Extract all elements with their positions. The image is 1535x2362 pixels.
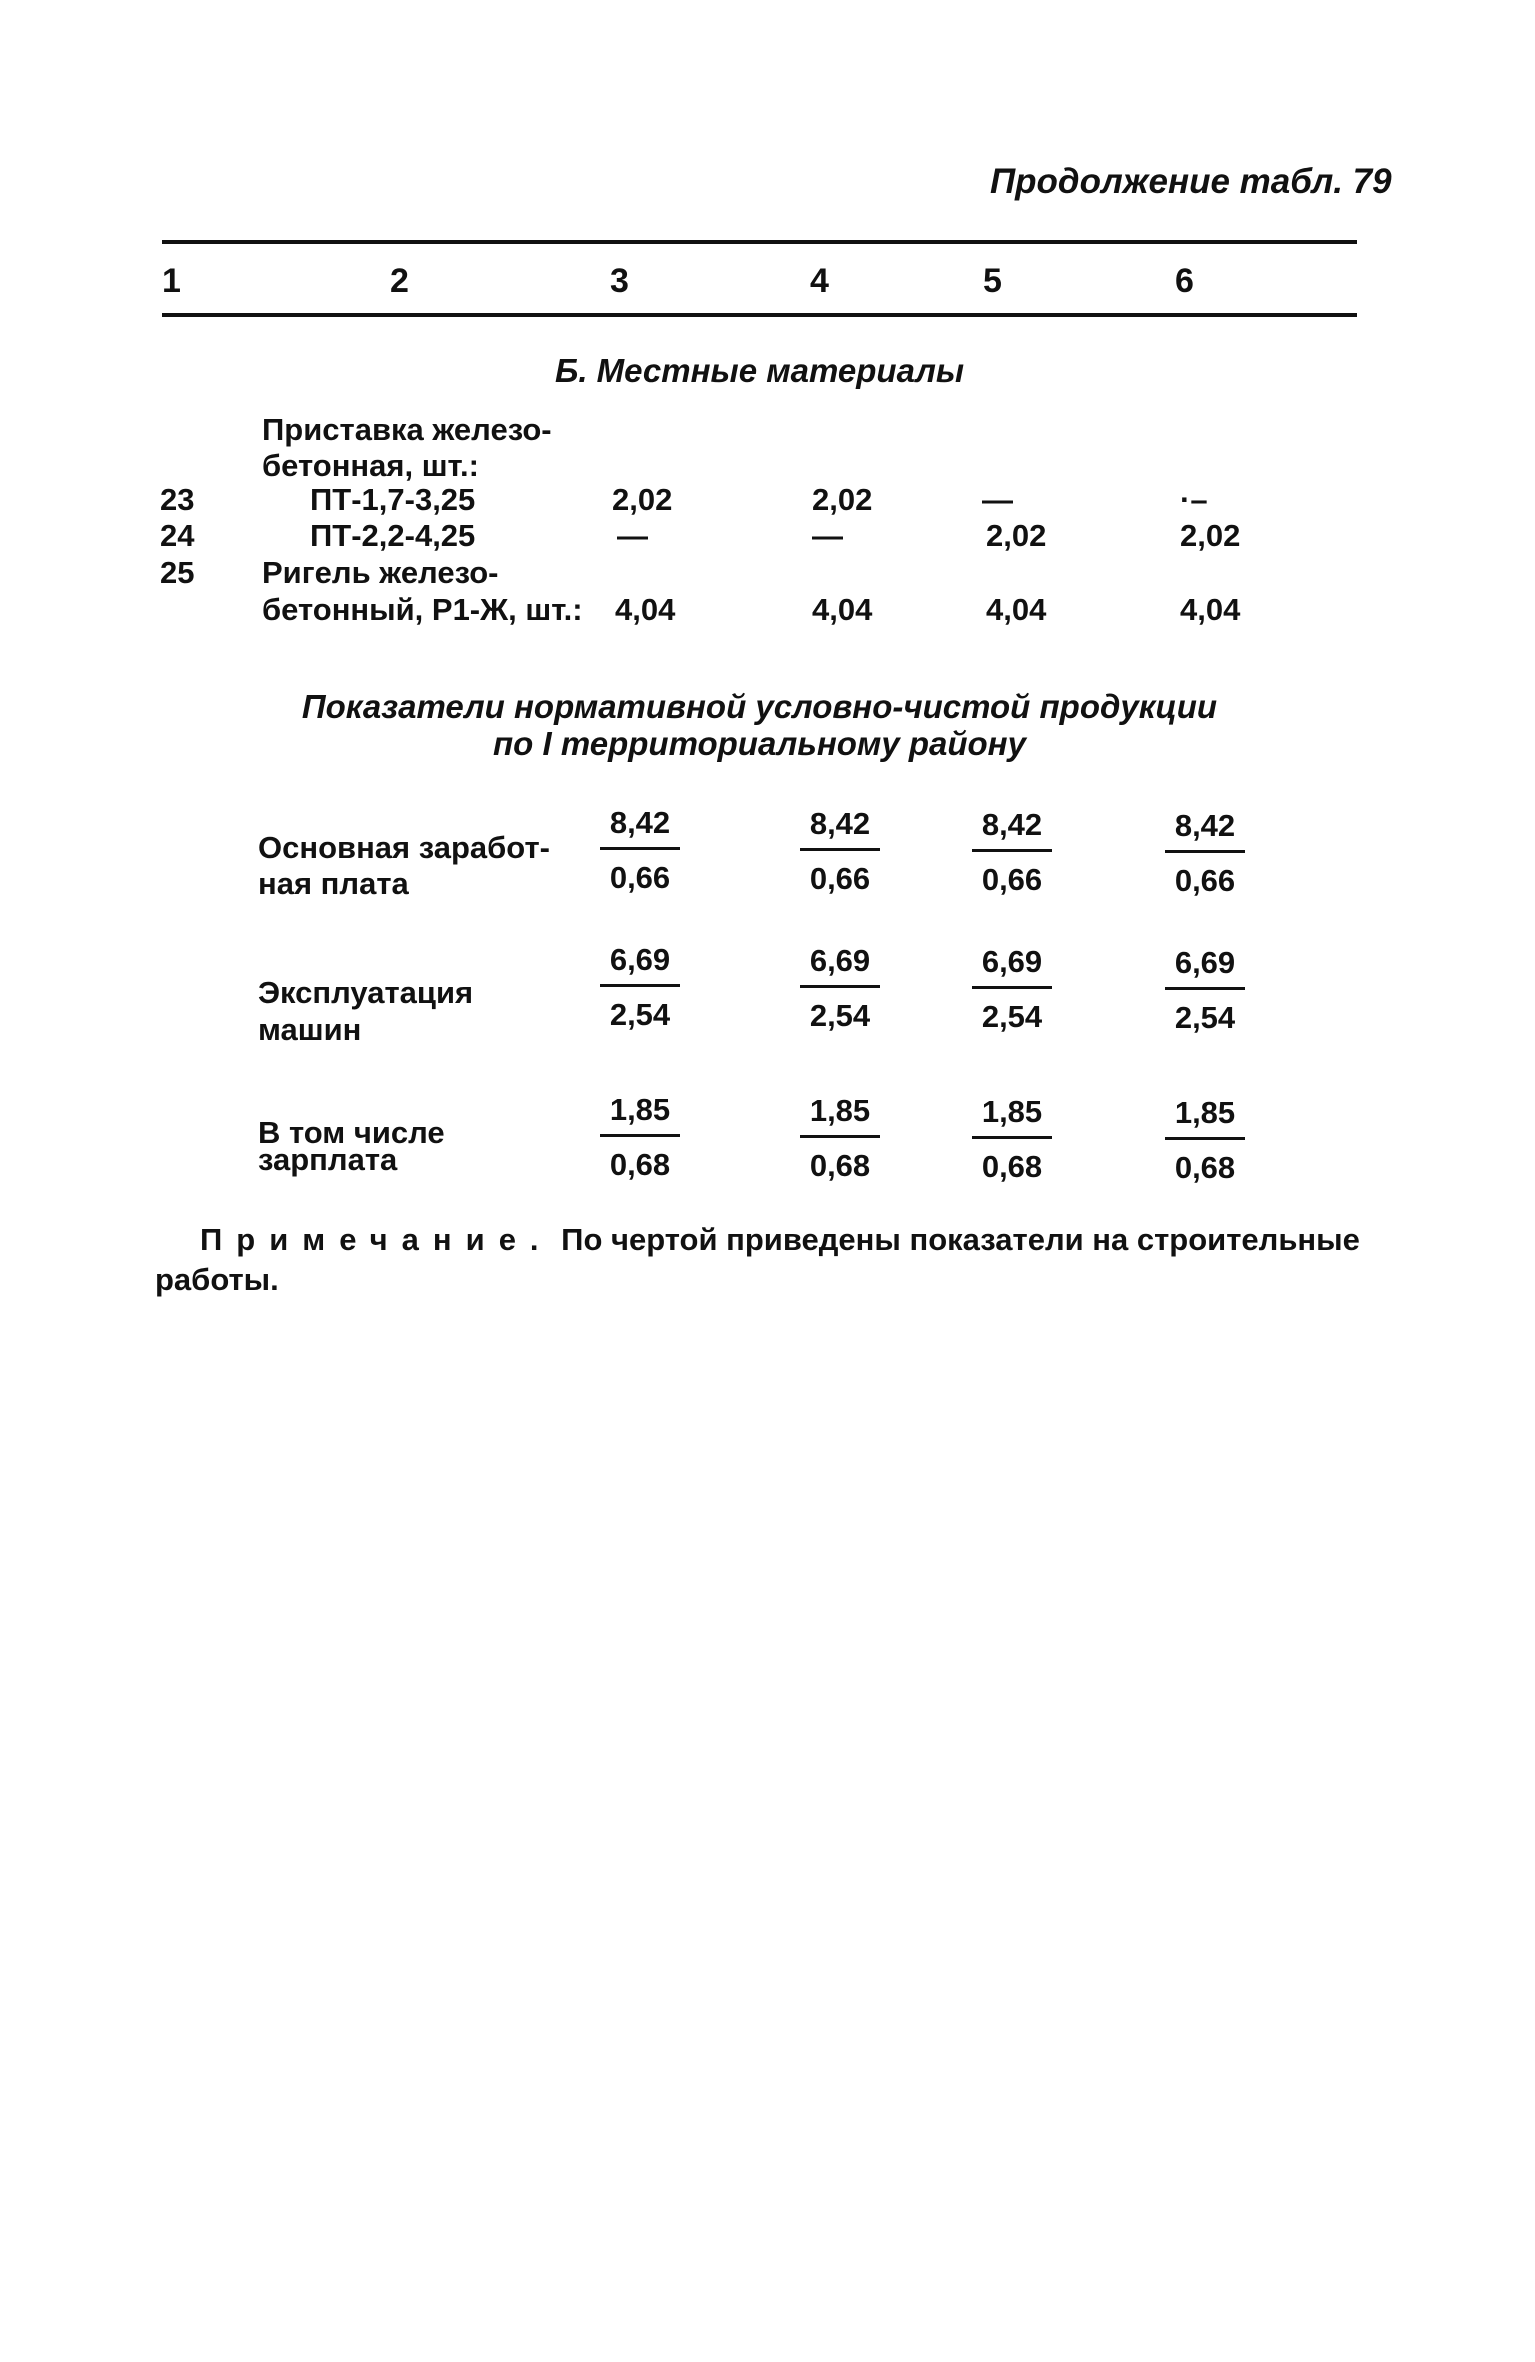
column-header-6: 6 (1175, 262, 1194, 300)
fraction-denominator: 2,54 (1174, 1000, 1236, 1035)
fraction-numerator: 1,85 (972, 1094, 1052, 1139)
continuation-label: Продолжение табл. 79 (990, 162, 1392, 201)
fraction-col4 (790, 943, 890, 1034)
fraction-col4 (790, 806, 890, 897)
note-paragraph (200, 1218, 1360, 1262)
column-header-5: 5 (983, 262, 1002, 300)
column-header-4: 4 (810, 262, 829, 300)
row-number: 23 (160, 482, 195, 517)
fraction-denominator: 0,68 (1174, 1150, 1236, 1185)
column-header-1: 1 (162, 262, 181, 300)
fraction-col6 (1155, 1095, 1255, 1186)
cell-col3: 4,04 (615, 592, 676, 627)
cell-col4: 2,02 (812, 482, 873, 517)
column-header-2: 2 (390, 262, 409, 300)
column-header-3: 3 (610, 262, 629, 300)
fraction-denominator: 0,68 (609, 1147, 671, 1182)
fraction-col5 (962, 944, 1062, 1035)
fraction-numerator: 1,85 (1165, 1095, 1245, 1140)
fraction-denominator: 2,54 (981, 999, 1043, 1034)
indicator-label-line-2: ная плата (258, 866, 409, 901)
fraction-numerator: 6,69 (800, 943, 880, 988)
note-text-continued: работы. (155, 1262, 279, 1297)
row-name-line-2: бетонный, Р1-Ж, шт.: (262, 592, 583, 627)
fraction-denominator: 0,68 (809, 1148, 871, 1183)
row-name: ПТ-1,7-3,25 (310, 482, 476, 517)
fraction-col4 (790, 1093, 890, 1184)
fraction-col6 (1155, 945, 1255, 1036)
indicator-label-line-2: зарплата (258, 1142, 398, 1177)
fraction-denominator: 2,54 (609, 997, 671, 1032)
cell-col5: 2,02 (986, 518, 1047, 553)
section-title-indicators-line-1: Показатели нормативной условно-чистой продукции (301, 688, 1218, 725)
table-header-rule (162, 313, 1357, 317)
fraction-numerator: 6,69 (1165, 945, 1245, 990)
cell-col4: 4,04 (812, 592, 873, 627)
fraction-numerator: 6,69 (972, 944, 1052, 989)
fraction-denominator: 0,66 (809, 861, 871, 896)
fraction-denominator: 0,68 (981, 1149, 1043, 1184)
section-title-indicators-line-2: по I территориальному району (493, 725, 1026, 762)
cell-col5: — (982, 482, 1013, 517)
indicator-label-line-1: Эксплуатация (258, 975, 474, 1010)
fraction-col5 (962, 807, 1062, 898)
fraction-numerator: 8,42 (600, 805, 680, 850)
fraction-numerator: 1,85 (800, 1093, 880, 1138)
cell-col5: 4,04 (986, 592, 1047, 627)
fraction-col5 (962, 1094, 1062, 1185)
fraction-col3 (590, 1092, 690, 1183)
row-number: 24 (160, 518, 195, 553)
fraction-numerator: 6,69 (600, 942, 680, 987)
fraction-numerator: 1,85 (600, 1092, 680, 1137)
cell-col4: — (812, 518, 843, 553)
fraction-numerator: 8,42 (972, 807, 1052, 852)
indicator-label-line-2: машин (258, 1012, 362, 1047)
cell-col3: 2,02 (612, 482, 673, 517)
indicator-label-line-1: В том числе (258, 1115, 445, 1150)
fraction-denominator: 0,66 (1174, 863, 1236, 898)
indicator-label-line-1: Основная заработ- (258, 830, 550, 865)
cell-col3: — (617, 518, 648, 553)
row-number: 25 (160, 555, 195, 590)
cell-col6: 4,04 (1180, 592, 1241, 627)
row-name: ПТ-2,2-4,25 (310, 518, 476, 553)
note-label: Примечание. (200, 1222, 553, 1257)
fraction-col3 (590, 942, 690, 1033)
group-title-line-1: Приставка железо- (262, 412, 552, 447)
group-title-line-2: бетонная, шт.: (262, 448, 479, 483)
fraction-col3 (590, 805, 690, 896)
fraction-denominator: 2,54 (809, 998, 871, 1033)
fraction-numerator: 8,42 (800, 806, 880, 851)
note-text: По чертой приведены показатели на строительные (552, 1222, 1360, 1257)
fraction-col6 (1155, 808, 1255, 899)
cell-col6: ·– (1180, 482, 1208, 517)
fraction-numerator: 8,42 (1165, 808, 1245, 853)
row-name-line-1: Ригель железо- (262, 555, 499, 590)
section-title-local-materials: Б. Местные материалы (554, 352, 965, 389)
fraction-denominator: 0,66 (981, 862, 1043, 897)
fraction-denominator: 0,66 (609, 860, 671, 895)
cell-col6: 2,02 (1180, 518, 1241, 553)
table-top-rule (162, 240, 1357, 244)
